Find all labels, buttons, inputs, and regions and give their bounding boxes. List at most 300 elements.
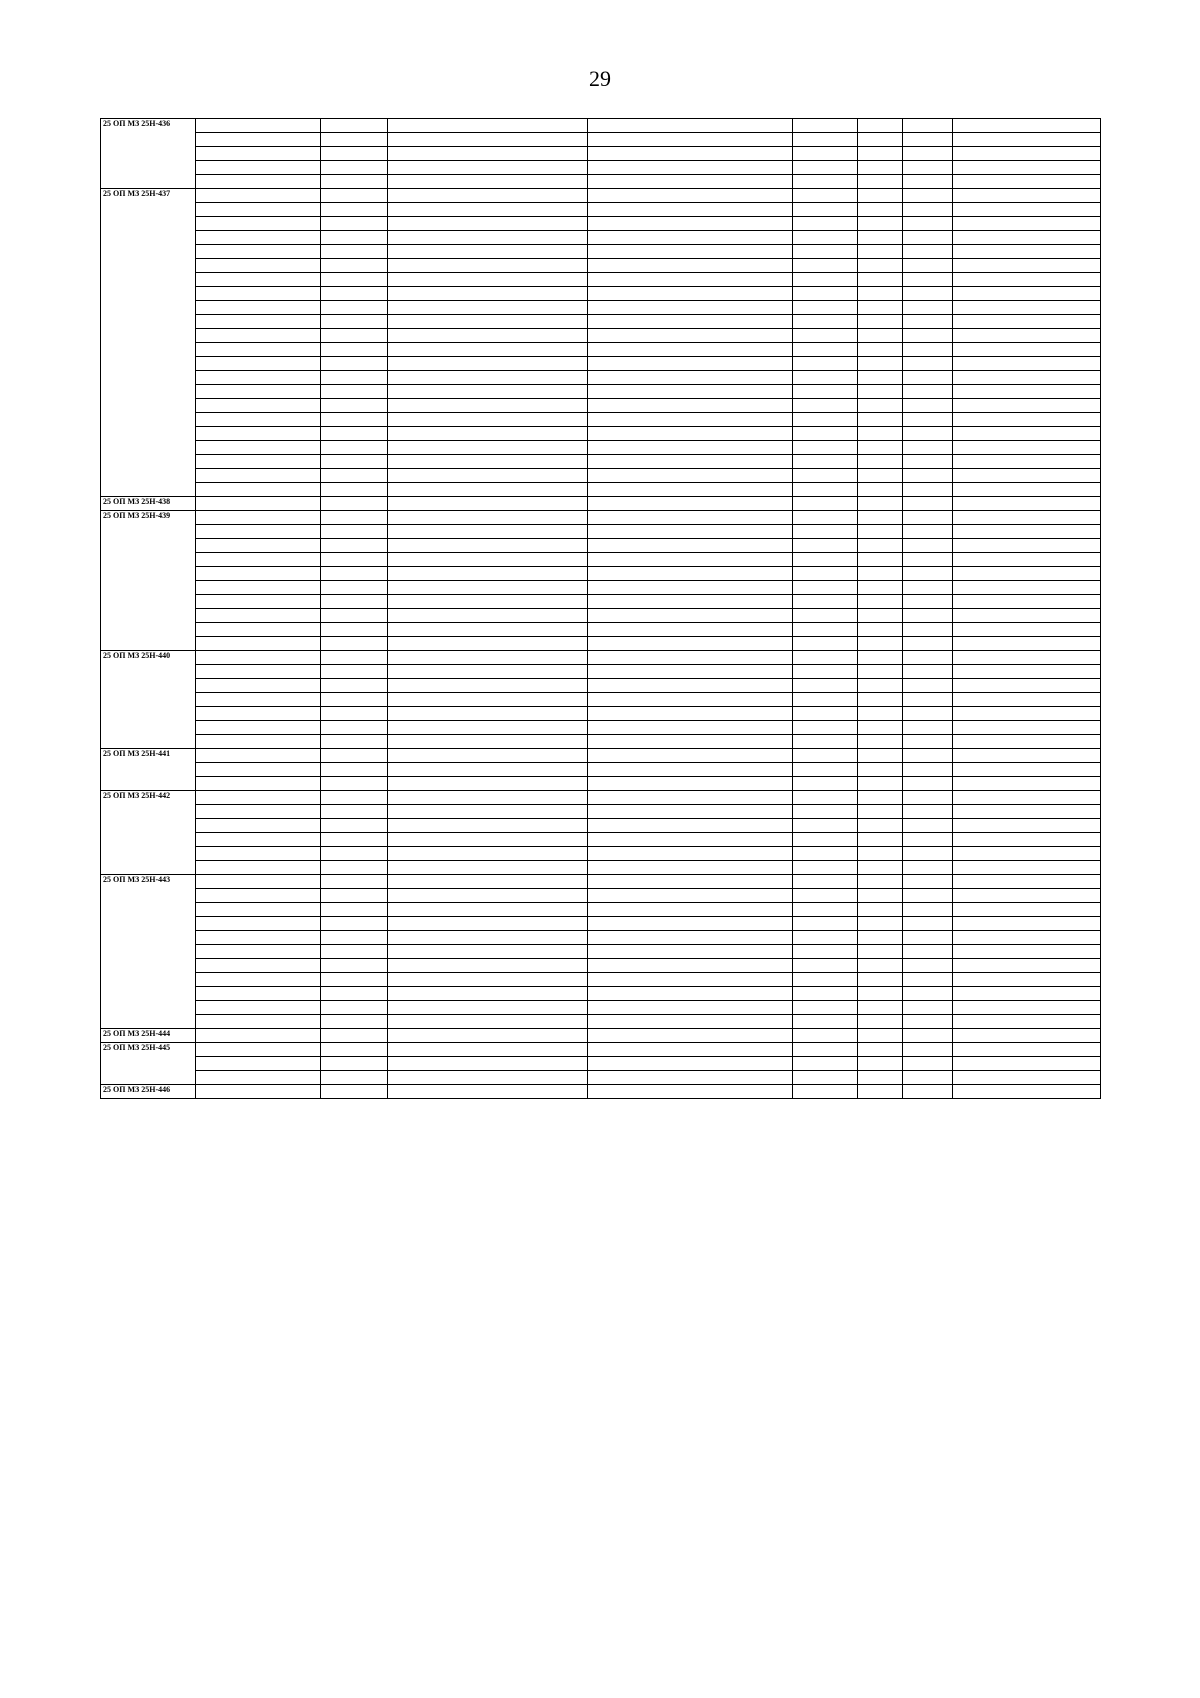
table-cell <box>953 567 1101 581</box>
table-cell <box>196 357 321 371</box>
table-cell <box>196 1085 321 1099</box>
table-cell <box>953 917 1101 931</box>
table-cell <box>903 497 953 511</box>
table-cell <box>903 903 953 917</box>
table-cell <box>321 875 388 889</box>
table-cell <box>793 637 858 651</box>
table-cell <box>793 245 858 259</box>
table-cell <box>858 217 903 231</box>
table-cell <box>858 833 903 847</box>
table-cell <box>858 497 903 511</box>
table-cell <box>858 805 903 819</box>
table-cell <box>858 399 903 413</box>
table-cell <box>388 315 588 329</box>
table-cell <box>953 1043 1101 1057</box>
table-cell <box>388 147 588 161</box>
table-row <box>101 511 1101 525</box>
table-cell <box>321 679 388 693</box>
table-cell <box>321 483 388 497</box>
table-cell <box>588 931 793 945</box>
table-cell <box>321 665 388 679</box>
table-cell <box>588 889 793 903</box>
table-cell <box>903 553 953 567</box>
table-cell <box>793 805 858 819</box>
table-cell <box>321 903 388 917</box>
table-cell <box>953 497 1101 511</box>
table-cell <box>388 1057 588 1071</box>
table-cell <box>388 777 588 791</box>
table-cell <box>196 637 321 651</box>
table-cell <box>858 973 903 987</box>
table-cell <box>588 1057 793 1071</box>
table-cell <box>588 1015 793 1029</box>
table-cell <box>588 721 793 735</box>
table-cell <box>903 665 953 679</box>
table-cell <box>793 161 858 175</box>
table-cell <box>858 1043 903 1057</box>
table-cell <box>793 133 858 147</box>
table-row <box>101 483 1101 497</box>
table-cell <box>321 287 388 301</box>
table-cell <box>196 945 321 959</box>
table-cell <box>858 581 903 595</box>
table-cell <box>953 385 1101 399</box>
table-cell <box>588 399 793 413</box>
table-cell <box>388 567 588 581</box>
table-cell <box>953 973 1101 987</box>
table-cell <box>953 595 1101 609</box>
table-cell <box>793 119 858 133</box>
table-cell <box>588 609 793 623</box>
table-cell <box>196 147 321 161</box>
table-cell <box>321 357 388 371</box>
table-cell <box>903 175 953 189</box>
table-cell <box>953 483 1101 497</box>
table-cell <box>953 413 1101 427</box>
table-cell <box>388 259 588 273</box>
table-cell <box>793 987 858 1001</box>
table-cell <box>196 819 321 833</box>
table-cell <box>858 763 903 777</box>
table-cell <box>196 959 321 973</box>
table-row <box>101 875 1101 889</box>
table-cell <box>793 1029 858 1043</box>
table-cell <box>793 861 858 875</box>
table-cell <box>793 693 858 707</box>
table-cell <box>903 595 953 609</box>
table-cell <box>388 959 588 973</box>
table-cell <box>903 525 953 539</box>
table-cell <box>793 1015 858 1029</box>
table-cell <box>196 1015 321 1029</box>
table-cell <box>588 553 793 567</box>
table-cell <box>388 553 588 567</box>
table-cell <box>196 203 321 217</box>
table-cell <box>388 833 588 847</box>
table-cell <box>321 441 388 455</box>
table-cell <box>793 203 858 217</box>
table-cell <box>588 1001 793 1015</box>
table-cell <box>903 315 953 329</box>
table-cell <box>321 203 388 217</box>
table-cell <box>321 161 388 175</box>
table-cell <box>793 147 858 161</box>
table-cell <box>588 525 793 539</box>
table-cell <box>793 413 858 427</box>
table-cell <box>953 749 1101 763</box>
table-row <box>101 273 1101 287</box>
table-cell <box>793 469 858 483</box>
table-cell <box>388 1015 588 1029</box>
table-cell <box>321 609 388 623</box>
table-cell <box>321 847 388 861</box>
table-cell <box>793 595 858 609</box>
table-cell <box>196 231 321 245</box>
table-row <box>101 1085 1101 1099</box>
table-cell <box>588 413 793 427</box>
table-cell <box>903 1029 953 1043</box>
table-cell <box>858 777 903 791</box>
road-code-cell: 25 ОП МЗ 25Н-441 <box>101 749 196 791</box>
table-cell <box>321 1015 388 1029</box>
table-cell <box>953 777 1101 791</box>
table-cell <box>793 329 858 343</box>
table-cell <box>793 623 858 637</box>
table-row <box>101 357 1101 371</box>
table-cell <box>858 119 903 133</box>
table-cell <box>793 357 858 371</box>
table-cell <box>858 511 903 525</box>
table-row <box>101 399 1101 413</box>
table-cell <box>388 441 588 455</box>
table-cell <box>793 273 858 287</box>
table-cell <box>321 791 388 805</box>
table-cell <box>903 455 953 469</box>
table-cell <box>903 861 953 875</box>
table-cell <box>321 217 388 231</box>
table-cell <box>953 763 1101 777</box>
table-cell <box>388 819 588 833</box>
table-cell <box>588 511 793 525</box>
table-cell <box>903 749 953 763</box>
table-row <box>101 119 1101 133</box>
table-cell <box>388 973 588 987</box>
table-cell <box>388 1085 588 1099</box>
table-cell <box>588 1085 793 1099</box>
table-cell <box>321 623 388 637</box>
table-cell <box>793 343 858 357</box>
table-cell <box>953 609 1101 623</box>
table-cell <box>388 539 588 553</box>
table-cell <box>588 973 793 987</box>
table-cell <box>858 469 903 483</box>
table-cell <box>793 679 858 693</box>
table-row <box>101 371 1101 385</box>
table-cell <box>953 623 1101 637</box>
table-row <box>101 1057 1101 1071</box>
table-cell <box>588 805 793 819</box>
table-cell <box>793 945 858 959</box>
table-cell <box>196 917 321 931</box>
table-cell <box>793 959 858 973</box>
table-cell <box>858 819 903 833</box>
table-cell <box>793 707 858 721</box>
table-cell <box>858 175 903 189</box>
table-cell <box>196 245 321 259</box>
table-cell <box>953 679 1101 693</box>
table-cell <box>903 287 953 301</box>
table-cell <box>588 161 793 175</box>
table-cell <box>953 231 1101 245</box>
table-cell <box>903 217 953 231</box>
table-cell <box>903 343 953 357</box>
table-row <box>101 805 1101 819</box>
table-cell <box>903 1071 953 1085</box>
table-cell <box>196 833 321 847</box>
table-cell <box>903 1057 953 1071</box>
table-cell <box>953 399 1101 413</box>
table-cell <box>903 413 953 427</box>
table-cell <box>903 469 953 483</box>
table-row <box>101 525 1101 539</box>
table-cell <box>903 917 953 931</box>
table-cell <box>196 161 321 175</box>
table-cell <box>196 525 321 539</box>
table-cell <box>953 189 1101 203</box>
table-cell <box>858 413 903 427</box>
table-cell <box>388 623 588 637</box>
table-cell <box>321 959 388 973</box>
table-cell <box>858 749 903 763</box>
table-cell <box>953 637 1101 651</box>
table-cell <box>793 1057 858 1071</box>
table-cell <box>588 651 793 665</box>
table-cell <box>196 735 321 749</box>
table-row <box>101 1043 1101 1057</box>
table-cell <box>388 273 588 287</box>
table-cell <box>196 1029 321 1043</box>
table-cell <box>588 749 793 763</box>
table-cell <box>388 861 588 875</box>
table-cell <box>903 231 953 245</box>
table-cell <box>321 231 388 245</box>
table-cell <box>388 455 588 469</box>
table-cell <box>588 385 793 399</box>
table-cell <box>388 161 588 175</box>
table-cell <box>588 595 793 609</box>
table-cell <box>388 931 588 945</box>
table-cell <box>793 371 858 385</box>
table-cell <box>321 539 388 553</box>
table-cell <box>588 175 793 189</box>
table-row <box>101 287 1101 301</box>
table-cell <box>858 329 903 343</box>
table-cell <box>953 455 1101 469</box>
table-cell <box>196 259 321 273</box>
table-cell <box>858 693 903 707</box>
table-cell <box>793 525 858 539</box>
table-cell <box>903 679 953 693</box>
table-cell <box>903 693 953 707</box>
table-cell <box>793 1071 858 1085</box>
table-cell <box>903 889 953 903</box>
table-cell <box>903 273 953 287</box>
table-cell <box>953 245 1101 259</box>
table-cell <box>793 735 858 749</box>
table-cell <box>793 973 858 987</box>
table-cell <box>196 721 321 735</box>
table-cell <box>858 903 903 917</box>
table-cell <box>793 567 858 581</box>
table-cell <box>196 665 321 679</box>
table-cell <box>858 651 903 665</box>
table-cell <box>388 287 588 301</box>
table-cell <box>588 567 793 581</box>
table-cell <box>196 385 321 399</box>
table-cell <box>953 1029 1101 1043</box>
table-cell <box>588 637 793 651</box>
table-cell <box>858 133 903 147</box>
table-cell <box>196 497 321 511</box>
table-cell <box>903 329 953 343</box>
table-cell <box>321 945 388 959</box>
table-cell <box>858 637 903 651</box>
table-cell <box>903 847 953 861</box>
table-cell <box>196 119 321 133</box>
table-cell <box>588 763 793 777</box>
table-cell <box>196 371 321 385</box>
road-code-cell: 25 ОП МЗ 25Н-437 <box>101 189 196 497</box>
table-cell <box>858 245 903 259</box>
table-cell <box>388 1001 588 1015</box>
table-cell <box>196 511 321 525</box>
table-cell <box>321 385 388 399</box>
table-row <box>101 217 1101 231</box>
table-cell <box>321 749 388 763</box>
table-cell <box>196 763 321 777</box>
table-cell <box>588 119 793 133</box>
table-cell <box>321 259 388 273</box>
table-cell <box>903 973 953 987</box>
table-cell <box>321 413 388 427</box>
table-cell <box>388 343 588 357</box>
table-cell <box>388 119 588 133</box>
table-cell <box>903 483 953 497</box>
table-cell <box>858 525 903 539</box>
table-cell <box>858 889 903 903</box>
table-cell <box>321 581 388 595</box>
table-cell <box>793 175 858 189</box>
table-cell <box>858 679 903 693</box>
table-cell <box>321 651 388 665</box>
table-cell <box>953 525 1101 539</box>
table-cell <box>953 175 1101 189</box>
table-cell <box>388 189 588 203</box>
table-cell <box>903 707 953 721</box>
table-cell <box>858 553 903 567</box>
table-cell <box>793 1085 858 1099</box>
table-row <box>101 133 1101 147</box>
table-cell <box>793 427 858 441</box>
road-code-cell: 25 ОП МЗ 25Н-443 <box>101 875 196 1029</box>
table-cell <box>388 875 588 889</box>
table-cell <box>196 903 321 917</box>
table-cell <box>388 231 588 245</box>
table-cell <box>793 259 858 273</box>
table-row <box>101 847 1101 861</box>
table-cell <box>321 553 388 567</box>
table-cell <box>196 973 321 987</box>
table-cell <box>903 147 953 161</box>
table-cell <box>321 329 388 343</box>
table-cell <box>588 133 793 147</box>
table-row <box>101 567 1101 581</box>
table-row <box>101 231 1101 245</box>
table-cell <box>321 693 388 707</box>
table-cell <box>793 875 858 889</box>
table-cell <box>903 189 953 203</box>
table-row <box>101 413 1101 427</box>
table-cell <box>953 707 1101 721</box>
table-cell <box>588 833 793 847</box>
table-row <box>101 945 1101 959</box>
table-cell <box>321 343 388 357</box>
road-code-cell: 25 ОП МЗ 25Н-442 <box>101 791 196 875</box>
table-row <box>101 329 1101 343</box>
table-cell <box>588 497 793 511</box>
table-cell <box>196 217 321 231</box>
table-cell <box>388 511 588 525</box>
table-cell <box>588 693 793 707</box>
table-cell <box>793 511 858 525</box>
table-cell <box>903 301 953 315</box>
table-cell <box>793 889 858 903</box>
table-cell <box>903 133 953 147</box>
table-cell <box>196 707 321 721</box>
table-row <box>101 987 1101 1001</box>
table-cell <box>321 427 388 441</box>
table-cell <box>793 763 858 777</box>
table-cell <box>588 455 793 469</box>
table-cell <box>793 1043 858 1057</box>
table-cell <box>321 889 388 903</box>
table-cell <box>903 1001 953 1015</box>
table-cell <box>196 889 321 903</box>
table-cell <box>793 651 858 665</box>
table-cell <box>793 847 858 861</box>
table-cell <box>953 273 1101 287</box>
table-cell <box>321 497 388 511</box>
table-cell <box>388 693 588 707</box>
table-row <box>101 903 1101 917</box>
table-cell <box>953 217 1101 231</box>
table-cell <box>953 903 1101 917</box>
table-cell <box>858 385 903 399</box>
table-cell <box>196 553 321 567</box>
table-cell <box>588 679 793 693</box>
table-cell <box>321 371 388 385</box>
table-cell <box>321 1001 388 1015</box>
table-cell <box>196 777 321 791</box>
table-row <box>101 553 1101 567</box>
table-cell <box>858 861 903 875</box>
table-cell <box>588 343 793 357</box>
table-cell <box>588 217 793 231</box>
table-cell <box>196 1057 321 1071</box>
table-cell <box>903 1015 953 1029</box>
table-cell <box>321 189 388 203</box>
table-cell <box>953 1001 1101 1015</box>
